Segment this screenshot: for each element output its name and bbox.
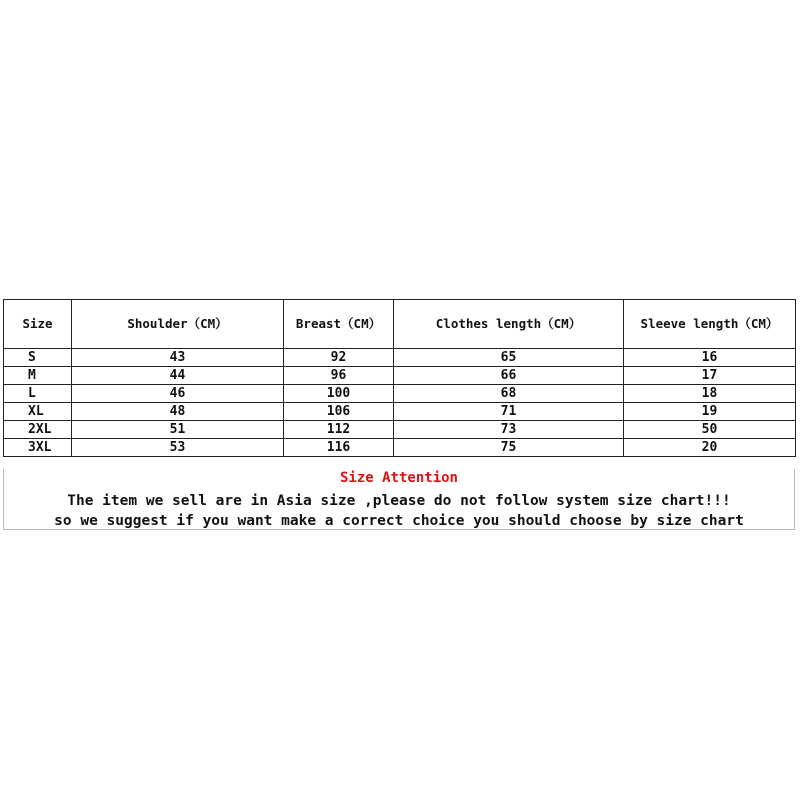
sleeve-length-cell: 18 bbox=[624, 385, 796, 403]
size-cell: 3XL bbox=[4, 439, 72, 457]
breast-cell: 96 bbox=[284, 367, 394, 385]
clothes-length-cell: 65 bbox=[394, 349, 624, 367]
shoulder-cell: 53 bbox=[72, 439, 284, 457]
sleeve-length-cell: 20 bbox=[624, 439, 796, 457]
header-breast: Breast（CM） bbox=[284, 300, 394, 349]
shoulder-cell: 51 bbox=[72, 421, 284, 439]
size-chart-table bbox=[3, 299, 796, 457]
table-row bbox=[4, 385, 796, 403]
table-row bbox=[4, 439, 796, 457]
size-attention-note bbox=[3, 469, 795, 530]
table-header-row bbox=[4, 300, 796, 349]
size-cell: 2XL bbox=[4, 421, 72, 439]
size-cell: S bbox=[4, 349, 72, 367]
table-row bbox=[4, 403, 796, 421]
breast-cell: 100 bbox=[284, 385, 394, 403]
sleeve-length-cell: 17 bbox=[624, 367, 796, 385]
shoulder-cell: 44 bbox=[72, 367, 284, 385]
asia-size-warning: The item we sell are in Asia size ,please do not follow system size chart!!! bbox=[67, 493, 731, 509]
shoulder-cell: 48 bbox=[72, 403, 284, 421]
clothes-length-cell: 71 bbox=[394, 403, 624, 421]
table-row bbox=[4, 367, 796, 385]
clothes-length-cell: 68 bbox=[394, 385, 624, 403]
sleeve-length-cell: 16 bbox=[624, 349, 796, 367]
sleeve-length-cell: 50 bbox=[624, 421, 796, 439]
clothes-length-cell: 66 bbox=[394, 367, 624, 385]
table-row bbox=[4, 421, 796, 439]
breast-cell: 116 bbox=[284, 439, 394, 457]
size-chart-suggestion: so we suggest if you want make a correct choice you should choose by size chart bbox=[54, 513, 744, 529]
breast-cell: 112 bbox=[284, 421, 394, 439]
breast-cell: 92 bbox=[284, 349, 394, 367]
size-attention-title: Size Attention bbox=[339, 470, 458, 486]
shoulder-cell: 43 bbox=[72, 349, 284, 367]
shoulder-cell: 46 bbox=[72, 385, 284, 403]
breast-cell: 106 bbox=[284, 403, 394, 421]
size-cell: M bbox=[4, 367, 72, 385]
size-cell: XL bbox=[4, 403, 72, 421]
header-size: Size bbox=[4, 300, 72, 349]
sleeve-length-cell: 19 bbox=[624, 403, 796, 421]
size-cell: L bbox=[4, 385, 72, 403]
header-shoulder: Shoulder（CM） bbox=[72, 300, 284, 349]
clothes-length-cell: 75 bbox=[394, 439, 624, 457]
table-row bbox=[4, 349, 796, 367]
header-sleeve-length: Sleeve length（CM） bbox=[624, 300, 796, 349]
header-clothes-length: Clothes length（CM） bbox=[394, 300, 624, 349]
clothes-length-cell: 73 bbox=[394, 421, 624, 439]
